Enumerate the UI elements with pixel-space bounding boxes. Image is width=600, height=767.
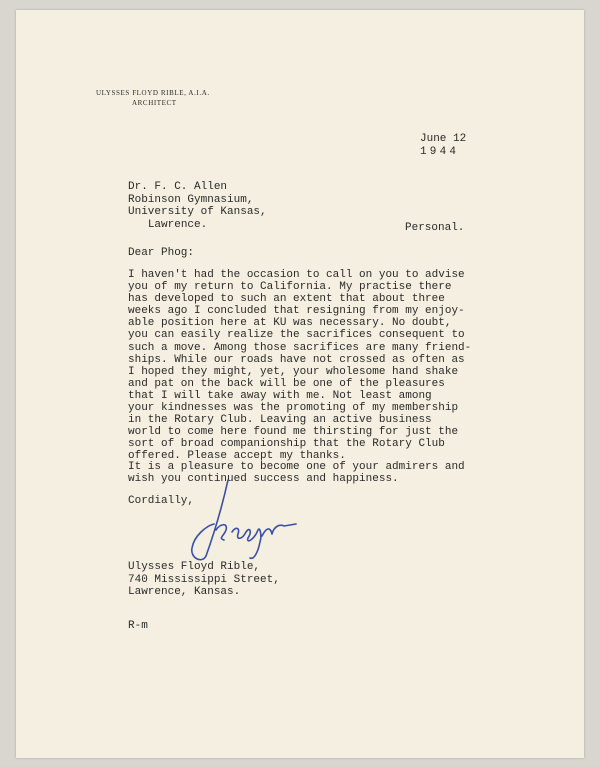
handwritten-signature bbox=[180, 478, 300, 568]
body-line: that I will take away with me. Not least among bbox=[128, 389, 432, 402]
recipient-name: Dr. F. C. Allen bbox=[128, 181, 228, 193]
date-year: 1944 bbox=[420, 145, 460, 158]
body-line: you of my return to California. My practise there bbox=[128, 281, 452, 294]
body-line: offered. Please accept my thanks. bbox=[128, 450, 346, 463]
body-line: and pat on the back will be one of the pleasures bbox=[128, 377, 445, 390]
body-line: you can easily realize the sacrifices consequent to bbox=[128, 329, 465, 342]
body-line: wish you continued success and happiness. bbox=[128, 473, 399, 486]
body-line: such a move. Among those sacrifices are many friend- bbox=[128, 341, 472, 354]
salutation: Dear Phog: bbox=[128, 247, 195, 259]
body-line: I haven't had the occasion to call on you to advise bbox=[128, 269, 465, 281]
body-line: your kindnesses was the promoting of my membership bbox=[128, 402, 459, 415]
recipient-address bbox=[128, 181, 267, 231]
letterhead bbox=[96, 88, 210, 108]
body-line: weeks ago I concluded that resigning from my enjoy- bbox=[128, 305, 465, 318]
body-line: in the Rotary Club. Leaving an active business bbox=[128, 414, 432, 427]
letterhead-name: ULYSSES FLOYD RIBLE, A.I.A. bbox=[96, 89, 210, 97]
recipient-line3: University of Kansas, bbox=[128, 206, 267, 218]
body-line: able position here at KU was necessary. No doubt, bbox=[128, 317, 452, 330]
body-paragraph-1 bbox=[128, 269, 471, 463]
reference-initials: R-m bbox=[128, 620, 148, 632]
date-month-day: June 12 bbox=[420, 133, 467, 145]
recipient-line2: Robinson Gymnasium, bbox=[128, 193, 254, 206]
body-line: world to come here found me thirsting for just the bbox=[128, 426, 459, 439]
signer-name: Ulysses Floyd Rible, bbox=[128, 561, 261, 573]
signer-street: 740 Mississippi Street, bbox=[128, 573, 280, 586]
body-line: has developed to such an extent that about three bbox=[128, 293, 445, 306]
letterhead-title: ARCHITECT bbox=[132, 99, 177, 107]
letter-date bbox=[420, 133, 466, 158]
signer-city: Lawrence, Kansas. bbox=[128, 586, 241, 598]
personal-marking: Personal. bbox=[405, 222, 465, 234]
closing: Cordially, bbox=[128, 495, 195, 507]
body-line: It is a pleasure to become one of your admirers and bbox=[128, 461, 465, 473]
body-line: sort of broad companionship that the Rotary Club bbox=[128, 438, 445, 451]
signer-block bbox=[128, 561, 280, 599]
body-line: I hoped they might, yet, your wholesome hand shake bbox=[128, 365, 459, 378]
body-line: ships. While our roads have not crossed as often as bbox=[128, 353, 465, 366]
recipient-line4: Lawrence. bbox=[147, 218, 208, 231]
